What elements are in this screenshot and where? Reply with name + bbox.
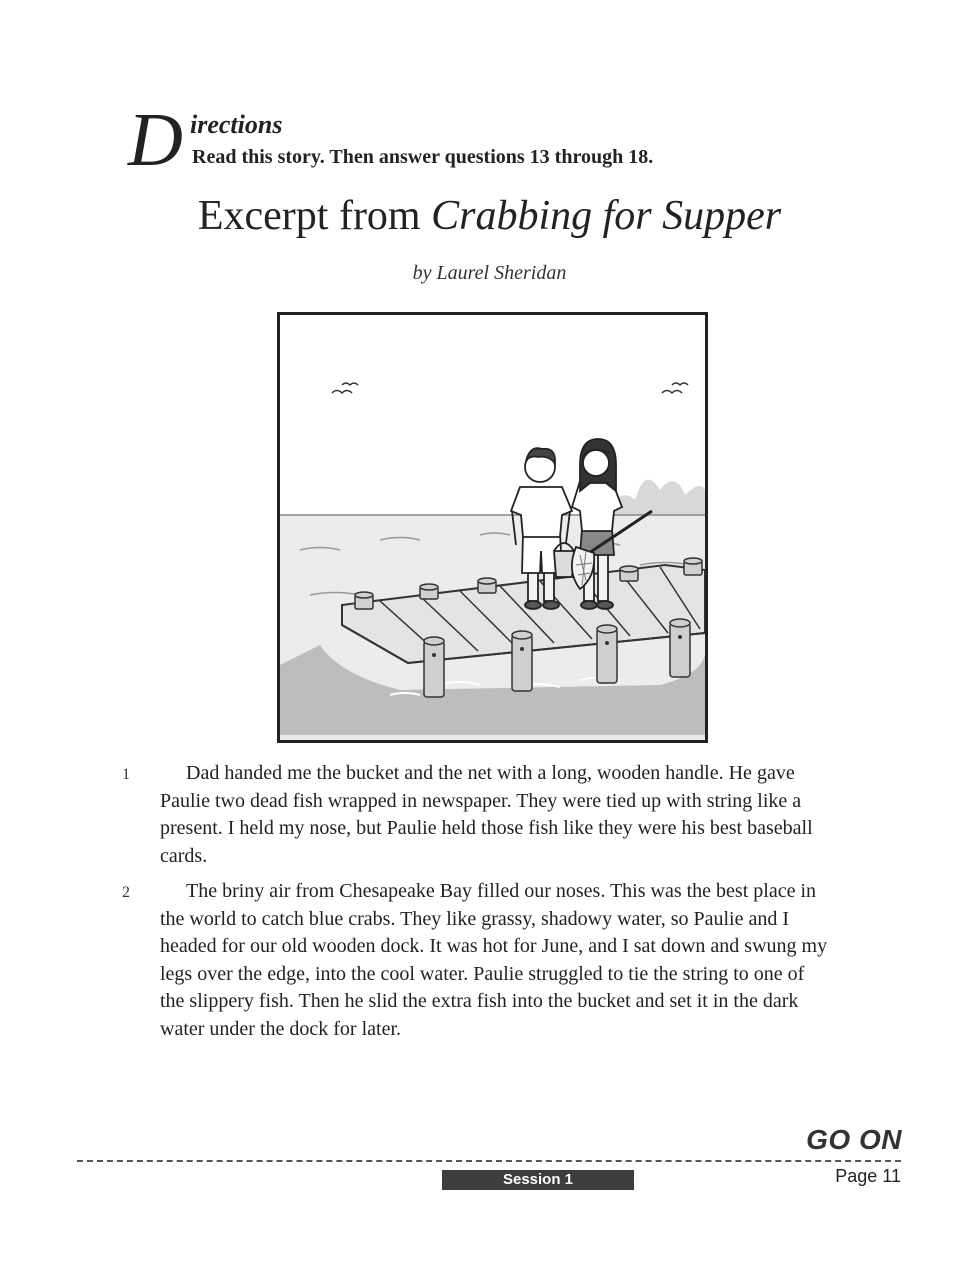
paragraph-text: The briny air from Chesapeake Bay filled our noses. This was the best place in the world to catch blue crabs. They like grassy, shadowy water, so Paulie and I headed for our old wooden dock. It was hot for June, and I sat down and swung my legs over the edge, into the cool water. Paulie struggled to tie the string to one of the slippery fish. Then he slid the extra fish into the bucket and set it in the dark water under the dock for later. <box>160 880 828 1040</box>
boy-and-girl-on-dock-illustration <box>280 315 705 740</box>
directions-heading: irections <box>190 110 283 139</box>
go-on-label: GO ON <box>806 1124 902 1155</box>
story-text <box>0 760 979 1051</box>
page-number: Page 11 <box>835 1166 901 1186</box>
directions-drop-cap: D <box>128 98 183 182</box>
directions-instructions: Read this story. Then answer questions 13 through 18. <box>192 146 654 168</box>
page-title <box>0 190 979 242</box>
paragraph-number: 2 <box>122 884 130 901</box>
byline: by Laurel Sheridan <box>412 262 567 284</box>
footer-divider <box>77 1160 901 1162</box>
paragraph-number: 1 <box>122 766 130 783</box>
paragraph-2 <box>0 878 979 1043</box>
title-prefix: Excerpt from <box>197 193 432 239</box>
story-illustration <box>277 312 708 743</box>
paragraph-text: Dad handed me the bucket and the net with a long, wooden handle. He gave Paulie two dead fish wrapped in newspaper. They were tied up with string like a present. I held my nose, but Paulie held those fish like they were his best baseball cards. <box>160 762 813 867</box>
title-work: Crabbing for Supper <box>431 193 782 239</box>
session-badge: Session 1 <box>442 1170 634 1190</box>
directions-block <box>128 98 828 182</box>
paragraph-1 <box>0 760 979 870</box>
